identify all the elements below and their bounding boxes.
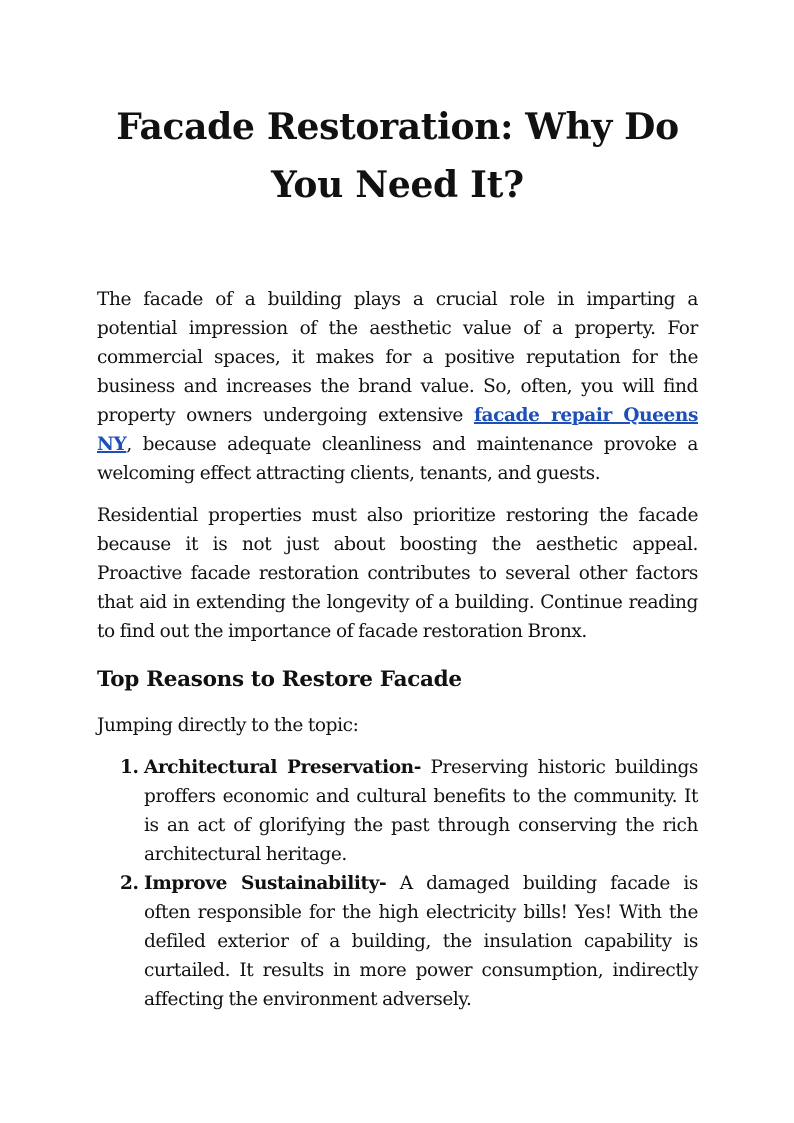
residential-paragraph: Residential properties must also prioritize restoring the facade because it is not just about boosting the aesthetic appeal. Proactive facade restoration contributes to several other factors that aid in extending the longevity of a building. Continue reading to find out the importance of facade restoration Bronx. <box>97 505 698 642</box>
section-intro: Jumping directly to the topic: <box>97 715 359 736</box>
page-title: Facade Restoration: Why Do You Need It? <box>116 106 679 206</box>
list-item <box>97 753 698 869</box>
list-item-term: Improve Sustainability- <box>144 873 387 894</box>
facade-repair-link[interactable]: facade repair Queens NY <box>97 405 698 455</box>
list-item-text: A damaged building facade is often responsible for the high electricity bills! Yes! With the defiled exterior of a building, the insulation capability is curtailed. It results in more power consumption, indirectly affecting the environment adversely. <box>144 873 698 1010</box>
intro-paragraph <box>97 285 698 488</box>
list-item-text: Preserving historic buildings proffers economic and cultural benefits to the community. It is an act of glorifying the past through conserving the rich architectural heritage. <box>144 757 698 865</box>
list-item-term: Architectural Preservation- <box>144 757 421 778</box>
reasons-list <box>97 753 698 1014</box>
intro-text-before-link: The facade of a building plays a crucial role in imparting a potential impression of the aesthetic value of a property. For commercial spaces, it makes for a positive reputation for the business and increases the brand value. So, often, you will find property owners undergoing extensive <box>97 289 698 426</box>
list-item-number: 1. <box>120 757 139 778</box>
intro-text-after-link: , because adequate cleanliness and maintenance provoke a welcoming effect attracting clients, tenants, and guests. <box>97 434 698 484</box>
list-item-number: 2. <box>120 873 139 894</box>
document-page <box>97 98 698 1014</box>
list-item <box>97 869 698 1014</box>
section-heading: Top Reasons to Restore Facade <box>97 667 462 692</box>
